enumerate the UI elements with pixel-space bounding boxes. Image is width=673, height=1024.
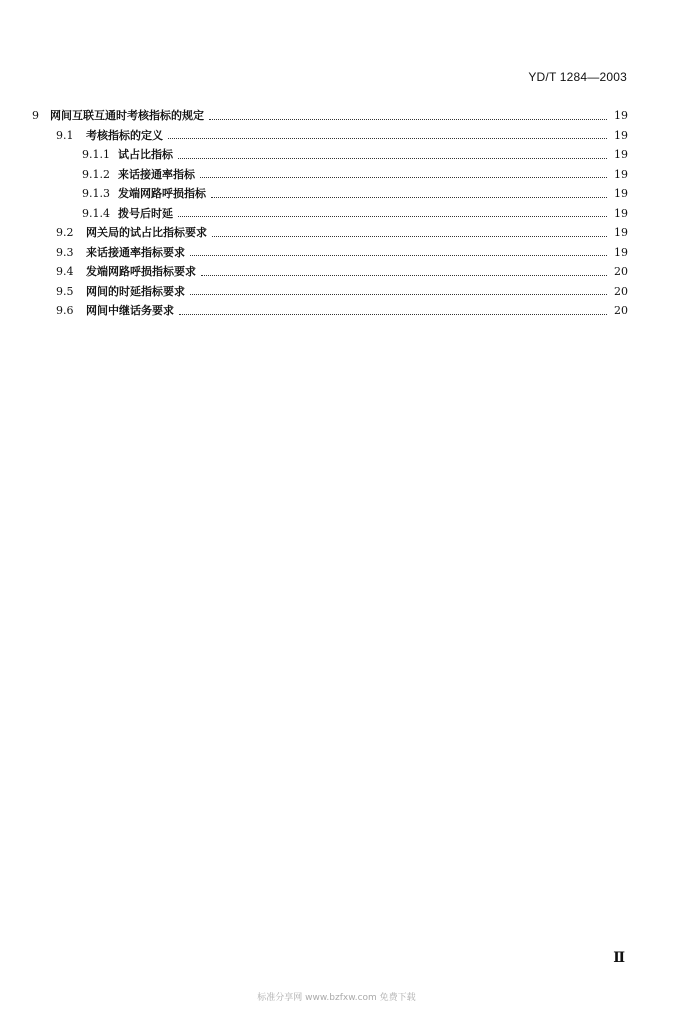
footer-watermark: 标准分享网 www.bzfxw.com 免费下载 xyxy=(257,993,416,1003)
toc-entry-page: 20 xyxy=(614,304,628,317)
toc-entry-title: 试占比指标 xyxy=(118,148,173,161)
toc-entry-page: 19 xyxy=(614,226,628,239)
dot-leader xyxy=(201,274,607,276)
dot-leader xyxy=(178,157,607,159)
toc-entry-page: 19 xyxy=(614,109,628,122)
toc-entry-title: 网间中继话务要求 xyxy=(86,304,174,317)
toc-entry[interactable] xyxy=(32,301,628,321)
dot-leader xyxy=(178,215,607,217)
toc-entry-number: 9.3 xyxy=(56,245,74,259)
toc-entry-page: 19 xyxy=(614,206,628,220)
toc-entry-number: 9.4 xyxy=(56,265,74,278)
toc-entry[interactable] xyxy=(32,165,628,185)
toc-entry-page: 20 xyxy=(614,265,628,278)
toc-entry-page: 20 xyxy=(614,284,628,298)
toc-entry-number: 9.1.2 xyxy=(82,167,110,181)
dot-leader xyxy=(168,137,607,139)
toc-entry[interactable] xyxy=(32,106,628,126)
toc-entry-page: 19 xyxy=(614,187,628,200)
toc-entry-number: 9 xyxy=(32,109,39,122)
toc-entry[interactable] xyxy=(32,262,628,282)
dot-leader xyxy=(212,235,607,237)
dot-leader xyxy=(190,293,607,295)
dot-leader xyxy=(179,313,607,315)
toc-entry-page: 19 xyxy=(614,167,628,181)
standard-code: YD/T 1284—2003 xyxy=(528,70,627,84)
toc-entry-page: 19 xyxy=(614,148,628,161)
toc-entry-number: 9.1 xyxy=(56,128,74,142)
toc-entry-page: 19 xyxy=(614,245,628,259)
toc-entry[interactable] xyxy=(32,204,628,224)
dot-leader xyxy=(211,196,607,198)
toc-entry[interactable] xyxy=(32,184,628,204)
page-number: Ⅱ xyxy=(613,950,625,966)
toc-entry[interactable] xyxy=(32,145,628,165)
toc-entry-title: 网间互联互通时考核指标的规定 xyxy=(50,109,204,122)
toc-entry-page: 19 xyxy=(614,128,628,142)
toc-entry-title: 网关局的试占比指标要求 xyxy=(86,226,207,239)
toc-entry-number: 9.2 xyxy=(56,226,74,239)
dot-leader xyxy=(200,176,607,178)
toc-entry[interactable] xyxy=(32,223,628,243)
toc-entry-number: 9.1.3 xyxy=(82,187,110,200)
toc-entry-title: 网间的时延指标要求 xyxy=(86,284,185,298)
toc-entry-title: 考核指标的定义 xyxy=(86,128,163,142)
toc-entry-title: 发端网路呼损指标要求 xyxy=(86,265,196,278)
toc-entry-number: 9.6 xyxy=(56,304,74,317)
dot-leader xyxy=(209,118,607,120)
toc-entry[interactable] xyxy=(32,243,628,263)
toc-entry-number: 9.5 xyxy=(56,284,74,298)
toc-entry-title: 来话接通率指标 xyxy=(118,167,195,181)
toc-entry[interactable] xyxy=(32,126,628,146)
toc-entry-number: 9.1.1 xyxy=(82,148,110,161)
dot-leader xyxy=(190,254,607,256)
table-of-contents xyxy=(32,106,628,321)
toc-entry-title: 来话接通率指标要求 xyxy=(86,245,185,259)
toc-entry[interactable] xyxy=(32,282,628,302)
toc-entry-title: 拨号后时延 xyxy=(118,206,173,220)
toc-entry-number: 9.1.4 xyxy=(82,206,110,220)
toc-entry-title: 发端网路呼损指标 xyxy=(118,187,206,200)
